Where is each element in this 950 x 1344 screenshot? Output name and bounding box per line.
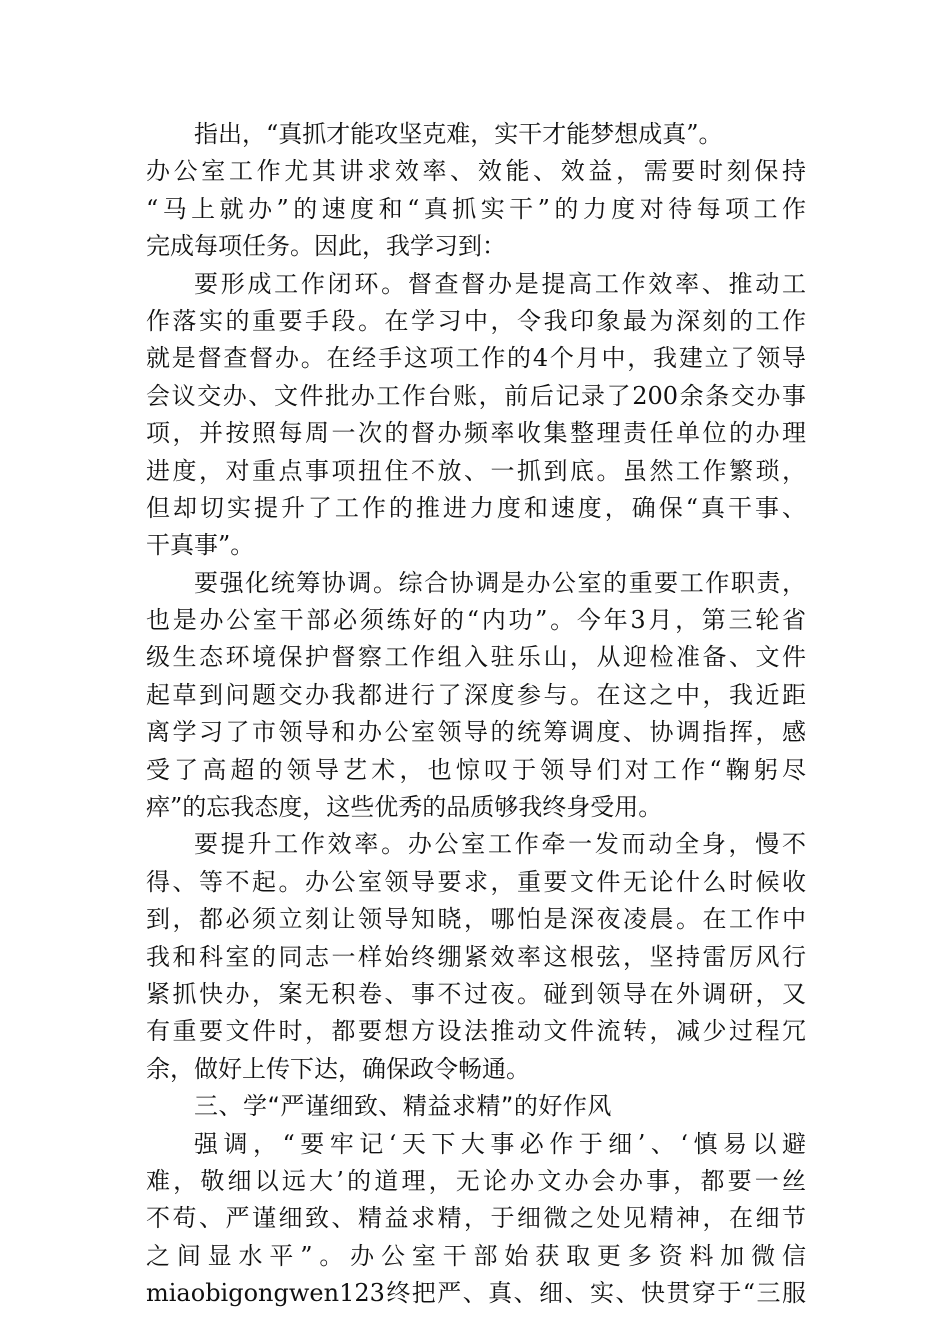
paragraph-line: 难，敬细以远大’的道理，无论办文办会办事，都要一丝 (146, 1166, 806, 1195)
paragraph-line: 紧抓快办，案无积卷、事不过夜。碰到领导在外调研，又 (146, 979, 806, 1008)
paragraph-line: 得、等不起。办公室领导要求，重要文件无论什么时候收 (146, 867, 806, 896)
paragraph-line: 会议交办、文件批办工作台账，前后记录了200余条交办事 (146, 381, 806, 410)
paragraph-line: 起草到问题交办我都进行了深度参与。在这之中，我近距 (146, 680, 806, 709)
paragraph-line: 作落实的重要手段。在学习中，令我印象最为深刻的工作 (146, 306, 806, 335)
paragraph-line: 离学习了市领导和办公室领导的统筹调度、协调指挥，感 (146, 718, 806, 747)
paragraph-line: 要强化统筹协调。综合协调是办公室的重要工作职责， (194, 568, 806, 597)
paragraph-line: 要提升工作效率。办公室工作牵一发而动全身，慢不 (194, 830, 806, 859)
paragraph-line: 也是办公室干部必须练好的“内功”。今年3月，第三轮省 (146, 606, 806, 635)
paragraph-line: 要形成工作闭环。督查督办是提高工作效率、推动工 (194, 269, 806, 298)
paragraph-line: 但却切实提升了工作的推进力度和速度，确保“真干事、 (146, 493, 806, 522)
paragraph-line: 指出，“真抓才能攻坚克难，实干才能梦想成真”。 (194, 120, 723, 148)
paragraph-line: 到，都必须立刻让领导知晓，哪怕是深夜凌晨。在工作中 (146, 905, 806, 934)
paragraph-line: 进度，对重点事项扭住不放、一抓到底。虽然工作繁琐， (146, 456, 806, 485)
paragraph-line: 有重要文件时，都要想方设法推动文件流转，减少过程冗 (146, 1017, 806, 1046)
paragraph-line: 项，并按照每周一次的督办频率收集整理责任单位的办理 (146, 419, 806, 448)
paragraph-line: 余，做好上传下达，确保政令畅通。 (146, 1054, 530, 1083)
paragraph-line: 不苟、严谨细致、精益求精，于细微之处见精神，在细节 (146, 1204, 806, 1233)
paragraph-line: 强调，“要牢记‘天下大事必作于细’、‘慎易以避 (194, 1129, 806, 1158)
paragraph-line: 完成每项任务。因此，我学习到： (146, 232, 506, 261)
paragraph-line: 瘁”的忘我态度，这些优秀的品质够我终身受用。 (146, 793, 663, 822)
paragraph-line: miaobigongwen123终把严、真、细、实、快贯穿于“三服 (146, 1279, 806, 1308)
section-heading: 三、学“严谨细致、精益求精”的好作风 (194, 1092, 612, 1121)
paragraph-line: 办公室工作尤其讲求效率、效能、效益，需要时刻保持 (146, 157, 806, 186)
document-body (146, 116, 806, 1313)
paragraph-line: 级生态环境保护督察工作组入驻乐山，从迎检准备、文件 (146, 643, 806, 672)
paragraph-line: 就是督查督办。在经手这项工作的4个月中，我建立了领导 (146, 344, 806, 373)
paragraph-line: 受了高超的领导艺术，也惊叹于领导们对工作“鞠躬尽 (146, 755, 806, 784)
paragraph-line: 我和科室的同志一样始终绷紧效率这根弦，坚持雷厉风行 (146, 942, 806, 971)
paragraph-line: 干真事”。 (146, 531, 255, 560)
paragraph-line: “马上就办”的速度和“真抓实干”的力度对待每项工作 (146, 194, 806, 223)
paragraph-line: 之间显水平”。办公室干部始获取更多资料加微信 (146, 1241, 806, 1270)
